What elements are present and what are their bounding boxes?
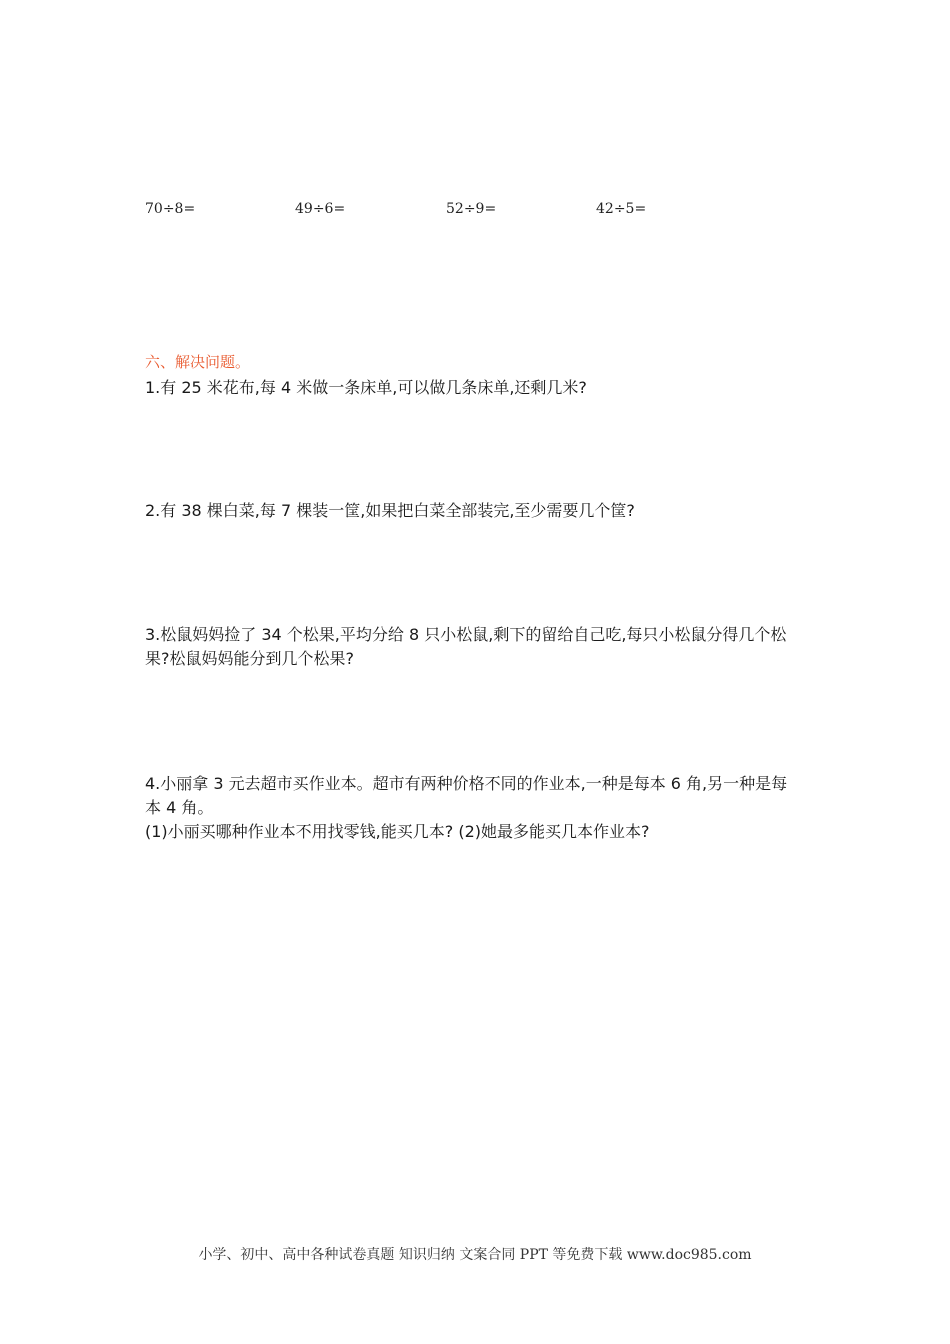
problem-1	[145, 376, 815, 400]
problem-3	[145, 623, 815, 671]
section-heading: 六、解决问题。	[145, 353, 251, 371]
problem-text: 2.有 38 棵白菜,每 7 棵装一筐,如果把白菜全部装完,至少需要几个筐?	[145, 501, 635, 520]
calculation-item: 52÷9=	[446, 201, 497, 217]
problem-subquestions: (1)小丽买哪种作业本不用找零钱,能买几本? (2)她最多能买几本作业本?	[145, 822, 650, 841]
problem-text: 1.有 25 米花布,每 4 米做一条床单,可以做几条床单,还剩几米?	[145, 378, 587, 397]
problem-2	[145, 499, 815, 523]
calculation-row	[0, 201, 950, 223]
problem-text: 本 4 角。	[145, 798, 214, 817]
problem-4	[145, 772, 815, 844]
calculation-item: 70÷8=	[145, 201, 196, 217]
calculation-item: 42÷5=	[596, 201, 647, 217]
problem-text: 3.松鼠妈妈捡了 34 个松果,平均分给 8 只小松鼠,剩下的留给自己吃,每只小松鼠分得几个松	[145, 625, 787, 644]
footer-text: 小学、初中、高中各种试卷真题 知识归纳 文案合同 PPT 等免费下载 www.doc985.com	[198, 1247, 752, 1263]
problem-text: 果?松鼠妈妈能分到几个松果?	[145, 649, 354, 668]
calculation-item: 49÷6=	[295, 201, 346, 217]
problem-text: 4.小丽拿 3 元去超市买作业本。超市有两种价格不同的作业本,一种是每本 6 角,另一种是每	[145, 774, 788, 793]
